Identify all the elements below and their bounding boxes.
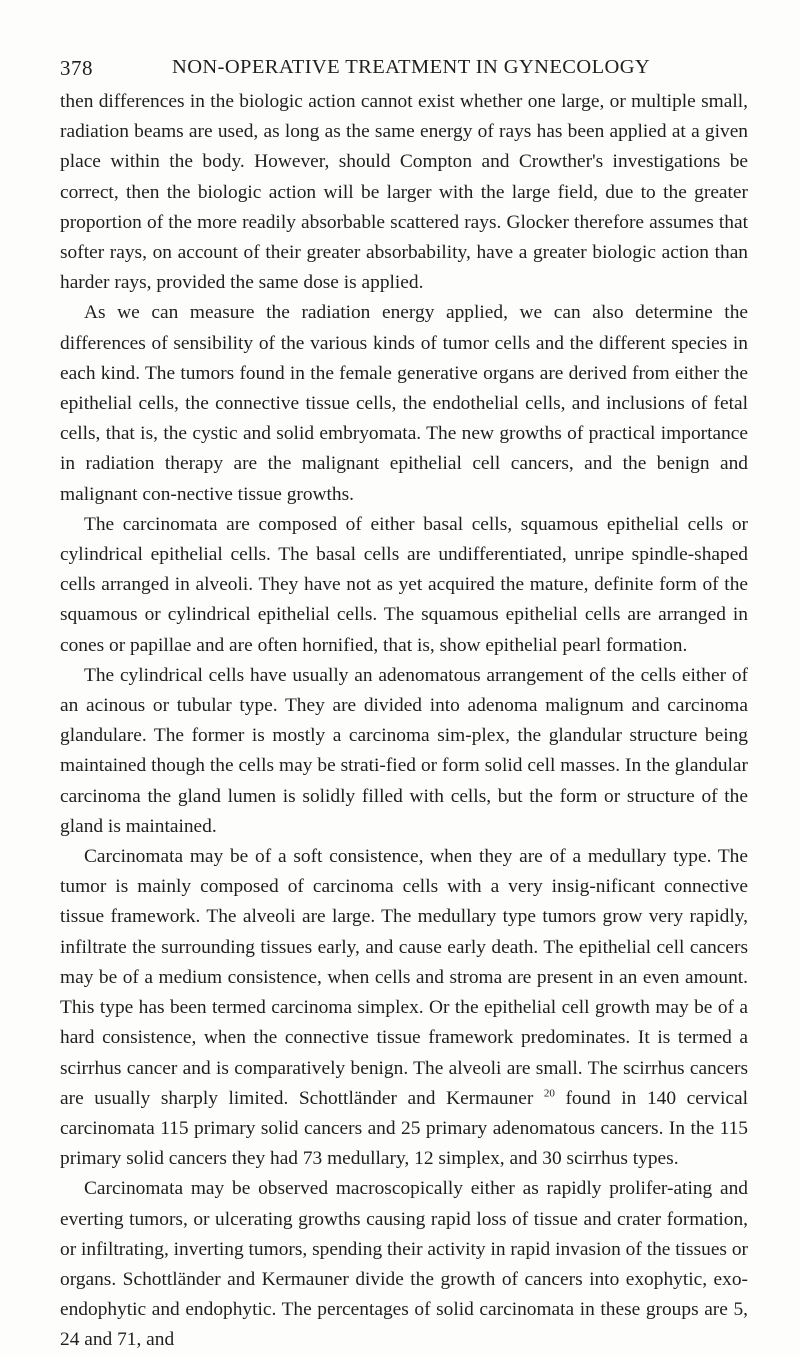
book-page [60,0,750,1351]
paragraph-3: The carcinomata are composed of either basal cells, squamous epithelial cells or cylindrical epithelial cells. The basal cells are undifferentiated, unripe spindle-shaped cells arranged in alveoli. They have not as yet acquired the mature, definite form of the squamous or cylindrical epithelial cells. The squamous epithelial cells are arranged in cones or papillae and are often hornified, that is, show epithelial pearl formation. [60,513,748,656]
paragraph-5-text-b: found in 140 cervical carcinomata 115 primary solid cancers and 25 primary adenomatous cancers. In the 115 primary solid cancers they had 73 medullary, 12 simplex, and 30 scirrhus types. [60,1087,748,1170]
running-head: NON-OPERATIVE TREATMENT IN GYNECOLOGY [172,56,651,78]
footnote-reference: 20 [543,1087,555,1100]
paragraph-5 [60,842,748,1174]
page-header [60,0,750,84]
body-text [60,87,748,1356]
paragraph-1: then differences in the biologic action cannot exist whether one large, or multiple small, radiation beams are used, as long as the same energy of rays has been applied at a given place within the body. However, should Compton and Crowther's investigations be correct, then the biologic action will be larger with the large field, due to the greater proportion of the more readily absorbable scattered rays. Glocker therefore assumes that softer rays, on account of their greater absorbability, have a greater biologic action than harder rays, provided the same dose is applied. [60,91,748,294]
paragraph-5-text-a: Carcinomata may be of a soft consistence, when they are of a medullary type. The tumor is mainly composed of carcinoma cells with a very insig-nificant connective tissue framework. The alveoli are large. The medullary type tumors grow very rapidly, infiltrate the surrounding tissues early, and cause early death. The epithelial cell cancers may be of a medium consistence, when cells and stroma are present in an even amount. This type has been termed carcinoma simplex. Or the epithelial cell growth may be of a hard consistence, when the connective tissue framework predominates. It is termed a scirrhus cancer and is comparatively benign. The alveoli are small. The scirrhus cancers are usually sharply limited. Schottländer and Kermauner [60,846,748,1109]
paragraph-4: The cylindrical cells have usually an adenomatous arrangement of the cells either of an acinous or tubular type. They are divided into adenoma malignum and carcinoma glandulare. The former is mostly a carcinoma sim-plex, the glandular structure being maintained though the cells may be strati-fied or form solid cell masses. In the glandular carcinoma the gland lumen is solidly filled with cells, but the form or structure of the gland is maintained. [60,664,748,837]
page-number: 378 [60,56,93,80]
paragraph-6: Carcinomata may be observed macroscopically either as rapidly prolifer-ating and everting tumors, or ulcerating growths causing rapid loss of tissue and crater formation, or infiltrating, inverting tumors, spending their activity in rapid invasion of the tissues or organs. Schottländer and Kermauner divide the growth of cancers into exophytic, exo-endophytic and endophytic. The percentages of solid carcinomata in these groups are 5, 24 and 71, and [60,1178,748,1351]
paragraph-2: As we can measure the radiation energy applied, we can also determine the differences of sensibility of the various kinds of tumor cells and the different species in each kind. The tumors found in the female generative organs are derived from either the epithelial cells, the connective tissue cells, the endothelial cells, and inclusions of fetal cells, that is, the cystic and solid embryomata. The new growths of practical importance in radiation therapy are the malignant epithelial cell cancers, and the benign and malignant con-nective tissue growths. [60,302,748,505]
